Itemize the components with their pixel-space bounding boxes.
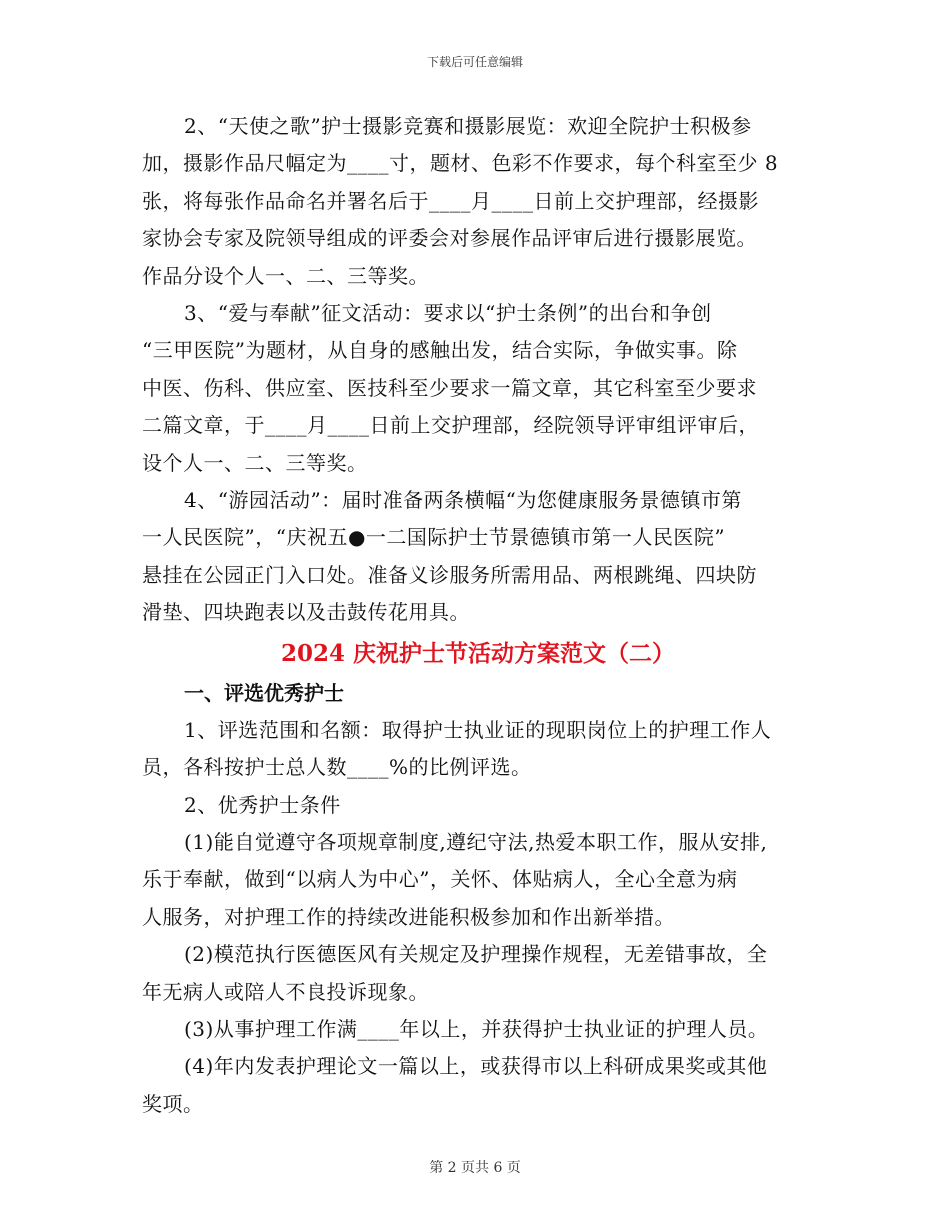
text-line: 二篇文章，于____月____日前上交护理部，经院领导评审组评审后， <box>142 413 759 438</box>
section-heading: 一、评选优秀护士 <box>184 680 344 705</box>
text-line: 年无病人或陪人不良投诉现象。 <box>142 979 429 1004</box>
paragraph-essay-contest <box>142 295 814 482</box>
text-line: 3、“爱与奉献”征文活动：要求以“护士条例”的出台和争创 <box>184 301 712 326</box>
text-line: 乐于奉献，做到“以病人为中心”，关怀、体贴病人，全心全意为病 <box>142 867 738 892</box>
paragraph-conditions-heading <box>142 787 814 824</box>
paragraph-condition-3 <box>142 1011 814 1048</box>
text-line: 1、评选范围和名额：取得护士执业证的现职岗位上的护理工作人 <box>184 717 772 742</box>
paragraph-garden-activity <box>142 482 814 632</box>
text-line: 奖项。 <box>142 1091 204 1116</box>
document-body <box>142 108 814 1123</box>
text-line: 家协会专家及院领导组成的评委会对参展作品评审后进行摄影展览。 <box>142 226 757 251</box>
text-line: “三甲医院”为题材，从自身的感触出发，结合实际，争做实事。除 <box>142 338 738 363</box>
text-line: 2、优秀护士条件 <box>184 792 341 817</box>
section-title: 2024 庆祝护士节活动方案范文（二） <box>280 639 676 667</box>
paragraph-condition-4 <box>142 1048 814 1123</box>
text-line: 悬挂在公园正门入口处。准备义诊服务所需用品、两根跳绳、四块防 <box>142 562 757 587</box>
text-line: 张，将每张作品命名并署名后于____月____日前上交护理部，经摄影 <box>142 188 759 213</box>
paragraph-condition-2 <box>142 936 814 1011</box>
page-header: 下载后可任意编辑 <box>426 55 523 69</box>
text-line: (3)从事护理工作满____年以上，并获得护士执业证的护理人员。 <box>184 1016 769 1041</box>
text-line: 员，各科按护士总人数____%的比例评选。 <box>142 755 532 780</box>
text-line: (2)模范执行医德医风有关规定及护理操作规程，无差错事故，全 <box>184 942 768 967</box>
text-line: 滑垫、四块跑表以及击鼓传花用具。 <box>142 600 470 625</box>
text-line: (1)能自觉遵守各项规章制度,遵纪守法,热爱本职工作，服从安排, <box>184 829 768 854</box>
text-line: 4、“游园活动”：届时准备两条横幅“为您健康服务景德镇市第 <box>184 488 742 513</box>
text-line: 作品分设个人一、二、三等奖。 <box>142 263 429 288</box>
text-line: 中医、伤科、供应室、医技科至少要求一篇文章，其它科室至少要求 <box>142 375 757 400</box>
text-line: 2、“天使之歌”护士摄影竞赛和摄影展览：欢迎全院护士积极参 <box>184 114 752 138</box>
text-line: 人服务，对护理工作的持续改进能积极参加和作出新举措。 <box>142 904 675 929</box>
paragraph-condition-1 <box>142 824 814 936</box>
text-line: 一人民医院”，“庆祝五●一二国际护士节景德镇市第一人民医院” <box>142 525 726 550</box>
text-line: 设个人一、二、三等奖。 <box>142 450 368 475</box>
paragraph-photography-contest <box>142 108 814 295</box>
paragraph-selection-scope <box>142 712 814 787</box>
text-line: (4)年内发表护理论文一篇以上，或获得市以上科研成果奖或其他 <box>184 1054 768 1079</box>
page-footer: 第 2 页共 6 页 <box>429 1160 521 1176</box>
text-line: 加，摄影作品尺幅定为____寸，题材、色彩不作要求，每个科室至少 8 <box>142 151 779 176</box>
